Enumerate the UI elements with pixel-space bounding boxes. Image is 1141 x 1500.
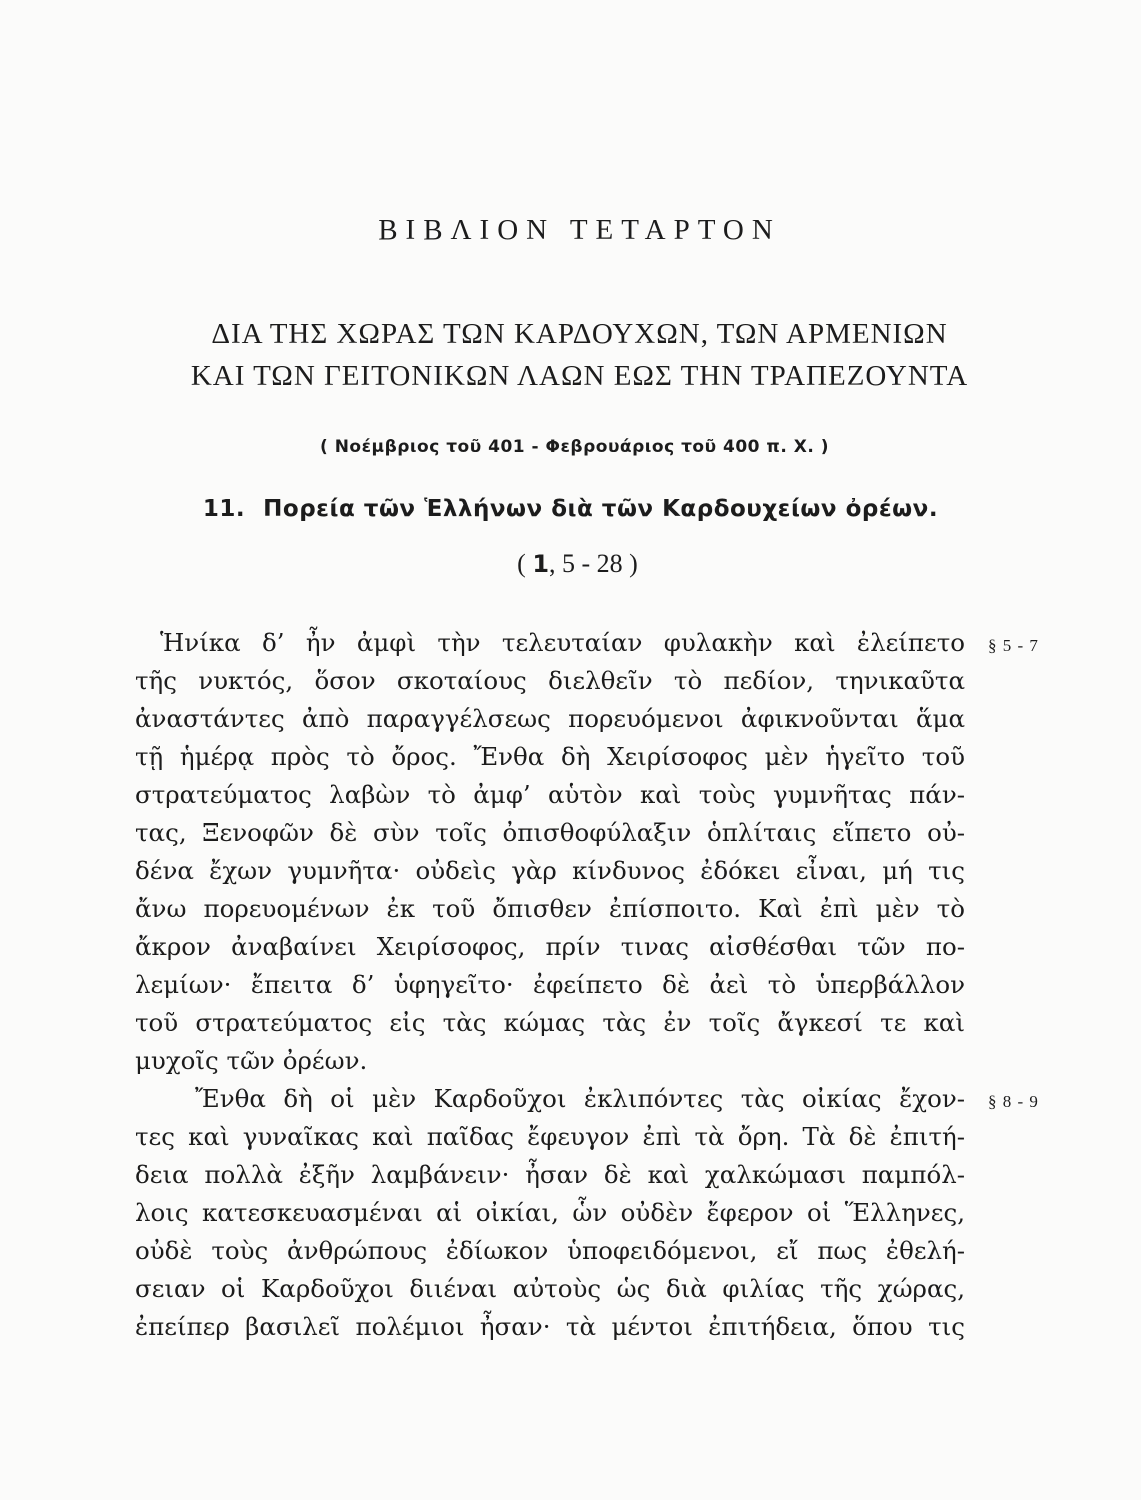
text-line: δένα ἔχων γυμνῆτα· οὐδεὶς γὰρ κίνδυνος ἐδόκει εἶναι, μή τις [135,856,965,885]
margin-note-paragraph-ref: § 8 - 9 [988,1092,1039,1111]
text-line: στρατεύματος λαβὼν τὸ ἀμφ’ αὑτὸν καὶ τοὺς γυμνῆτας πάν- [135,780,965,809]
text-line: λεμίων· ἔπειτα δ’ ὑφηγεῖτο· ἐφείπετο δὲ ἀεὶ τὸ ὑπερβάλλον [135,970,965,999]
reference-book: 1 [532,550,550,578]
chapter-subtitle-line-1: ΔΙΑ ΤΗΣ ΧΩΡΑΣ ΤΩΝ ΚΑΡΔΟΥΧΩΝ, ΤΩΝ ΑΡΜΕΝΙΩΝ [211,318,948,350]
section-number: 11. [202,496,246,522]
reference-range: , 5 - 28 ) [549,549,638,578]
text-line: τῇ ἡμέρᾳ πρὸς τὸ ὄρος. Ἔνθα δὴ Χειρίσοφος μὲν ἡγεῖτο τοῦ [135,742,965,771]
reference-open: ( [517,549,533,578]
text-line: μυχοῖς τῶν ὀρέων. [135,1046,368,1075]
passage-reference [0,549,1141,579]
text-line: λοις κατεσκευασμέναι αἱ οἰκίαι, ὧν οὐδὲν ἔφερον οἱ Ἕλληνες, [135,1198,965,1227]
text-line: δεια πολλὰ ἐξῆν λαμβάνειν· ἦσαν δὲ καὶ χαλκώμασι παμπόλ- [135,1160,965,1189]
text-line: σειαν οἱ Καρδοῦχοι διιέναι αὐτοὺς ὡς διὰ φιλίας τῆς χώρας, [135,1274,965,1303]
text-line: οὐδὲ τοὺς ἀνθρώπους ἐδίωκον ὑποφειδόμενοι, εἴ πως ἐθελή- [135,1236,965,1265]
text-line: τοῦ στρατεύματος εἰς τὰς κώμας τὰς ἐν τοῖς ἄγκεσί τε καὶ [135,1008,965,1037]
margin-note-paragraph-ref: § 5 - 7 [988,636,1039,655]
chapter-subtitle-line-2: ΚΑΙ ΤΩΝ ΓΕΙΤΟΝΙΚΩΝ ΛΑΩΝ ΕΩΣ ΤΗΝ ΤΡΑΠΕΖΟΥΝΤΑ [190,360,969,392]
text-line: ἐπείπερ βασιλεῖ πολέμιοι ἦσαν· τὰ μέντοι ἐπιτήδεια, ὅπου τις [135,1312,965,1341]
date-range: ( Νοέμβριος τοῦ 401 - Φεβρουάριος τοῦ 400 π. Χ. ) [320,437,829,457]
section-title: Πορεία τῶν Ἑλλήνων διὰ τῶν Καρδουχείων ὀρέων. [263,496,939,522]
text-line: τες καὶ γυναῖκας καὶ παῖδας ἔφευγον ἐπὶ τὰ ὄρη. Τὰ δὲ ἐπιτή- [135,1122,965,1151]
text-line: Ἡνίκα δ’ ἦν ἀμφὶ τὴν τελευταίαν φυλακὴν καὶ ἐλείπετο [160,628,965,657]
text-line: τῆς νυκτός, ὅσον σκοταίους διελθεῖν τὸ πεδίον, τηνικαῦτα [135,666,965,695]
text-line: ἀναστάντες ἀπὸ παραγγέλσεως πορευόμενοι ἀφικνοῦνται ἅμα [135,704,965,733]
text-line: Ἔνθα δὴ οἱ μὲν Καρδοῦχοι ἐκλιπόντες τὰς οἰκίας ἔχον- [195,1084,965,1113]
text-line: ἄκρον ἀναβαίνει Χειρίσοφος, πρίν τινας αἰσθέσθαι τῶν πο- [135,932,965,961]
section-heading [0,496,1141,522]
text-line: ἄνω πορευομένων ἐκ τοῦ ὄπισθεν ἐπίσποιτο. Καὶ ἐπὶ μὲν τὸ [135,894,965,923]
text-line: τας, Ξενοφῶν δὲ σὺν τοῖς ὀπισθοφύλαξιν ὁπλίταις εἵπετο οὐ- [135,818,965,847]
book-title: ΒΙΒΛΙΟΝ ΤΕΤΑΡΤΟΝ [378,214,781,246]
